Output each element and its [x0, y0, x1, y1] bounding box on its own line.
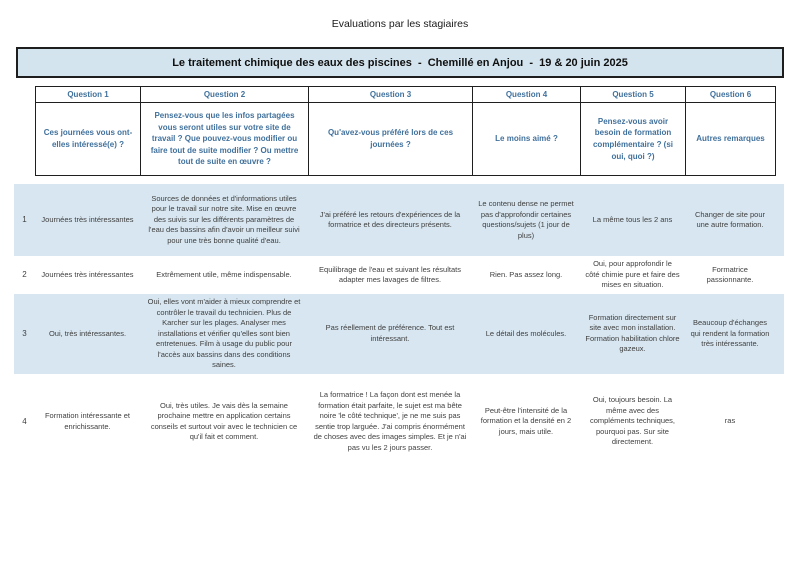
answer-cell: La même tous les 2 ans: [592, 214, 673, 224]
answer-cell: Journées très intéressantes: [41, 269, 134, 279]
answer-cell: Journées très intéressantes: [41, 214, 134, 224]
answer-cell: Rien. Pas assez long.: [489, 269, 563, 279]
row-number: 3: [22, 329, 27, 339]
answer-cell: Oui, pour approfondir le côté chimie pure et faire des mises en situation.: [585, 259, 680, 290]
answer-cell: J'ai préféré les retours d'expériences de la formatrice et des directeurs présents.: [319, 209, 461, 229]
answer-cell: Equilibrage de l'eau et suivant les résultats adapter mes lavages de filtres.: [319, 264, 461, 284]
answer-cell: Formation intéressante et enrichissante.: [44, 411, 131, 431]
table-row: [14, 184, 784, 256]
answer-cell: Oui, toujours besoin. La même avec des compléments techniques, pourquoi pas. Sur site directement.: [589, 395, 676, 447]
answer-cell: Peut-être l'intensité de la formation et la densité en 2 jours, mais utile.: [480, 405, 572, 436]
answer-cell: Le contenu dense ne permet pas d'approfondir certaines questions/sujets (1 jour de plus): [478, 199, 574, 240]
answer-cell: Formatrice passionnante.: [706, 264, 754, 284]
session-title-banner: [16, 47, 784, 78]
question-text-1: Ces journées vous ont-elles intéressé(e) ?: [36, 103, 141, 176]
table-row: [14, 256, 784, 294]
answer-cell: Oui, très utiles. Je vais dès la semaine prochaine mettre en application certains conseils et surtout voir avec le technicien ce qu'il fait et comment.: [150, 400, 298, 441]
answer-cell: Oui, elles vont m'aider à mieux comprendre et contrôler le travail du technicien. Plus de Karcher sur les plages. Analyser mes installations et vérifier qu'elles sont bien entretenues. Film à usage du public pour l'accès aux bassins dans des conditions saines.: [147, 297, 301, 369]
table-row: [14, 374, 784, 470]
answer-cell: ras: [724, 416, 736, 426]
questions-header-table: [35, 86, 776, 176]
row-end-pad: [775, 294, 784, 374]
row-end-pad: [775, 374, 784, 470]
row-number: 4: [22, 416, 27, 426]
question-text-2: Pensez-vous que les infos partagées vous seront utiles sur votre site de travail ? Que pouvez-vous modifier ou faire tout de suite modifier ? Ou mettre tout de suite en œuvre ?: [141, 103, 309, 176]
row-end-pad: [775, 184, 784, 256]
question-label-1: Question 1: [36, 87, 141, 103]
answer-cell: Formation directement sur site avec mon installation. Formation habilitation chlore gazeux.: [585, 312, 680, 354]
question-label-6: Question 6: [686, 87, 776, 103]
question-label-2: Question 2: [141, 87, 309, 103]
answer-cell: Oui, très intéressantes.: [48, 328, 127, 338]
answer-cell: Changer de site pour une autre formation.: [694, 209, 766, 229]
question-label-row: [36, 87, 776, 103]
row-number: 1: [22, 215, 27, 225]
question-text-6: Autres remarques: [686, 103, 776, 176]
question-label-3: Question 3: [309, 87, 473, 103]
question-text-row: [36, 103, 776, 176]
answer-cell: Sources de données et d'informations utiles pour le travail sur notre site. Mise en œuvre des suivis sur les différents paramètres de l'eau des bassins afin d'avoir un meilleur suivi pour une très bonne qualité d'eau.: [148, 193, 300, 245]
answer-cell: La formatrice ! La façon dont est menée la formation était parfaite, le sujet est ma bête noire 'le côté technique', je ne me suis pas sentie trop larguée. J'ai compris énormément de choses avec des images simples. Et je n'ai pas vu les 2 jours passer.: [313, 390, 467, 452]
question-text-5: Pensez-vous avoir besoin de formation complémentaire ? (si oui, quoi ?): [581, 103, 686, 176]
row-end-pad: [775, 256, 784, 294]
question-text-4: Le moins aimé ?: [473, 103, 581, 176]
answer-cell: Pas réellement de préférence. Tout est intéressant.: [325, 323, 455, 343]
question-label-4: Question 4: [473, 87, 581, 103]
table-row: [14, 294, 784, 374]
answer-cell: Extrêmement utile, même indispensable.: [156, 269, 292, 279]
answer-cell: Beaucoup d'échanges qui rendent la formation très intéressante.: [690, 318, 770, 348]
responses-table: [14, 184, 784, 470]
question-label-5: Question 5: [581, 87, 686, 103]
row-number: 2: [22, 270, 27, 280]
question-text-3: Qu'avez-vous préféré lors de ces journées ?: [309, 103, 473, 176]
session-title: Le traitement chimique des eaux des piscines - Chemillé en Anjou - 19 & 20 juin 2025: [172, 56, 628, 69]
page-caption: Evaluations par les stagiaires: [331, 18, 469, 30]
answer-cell: Le détail des molécules.: [485, 328, 567, 338]
